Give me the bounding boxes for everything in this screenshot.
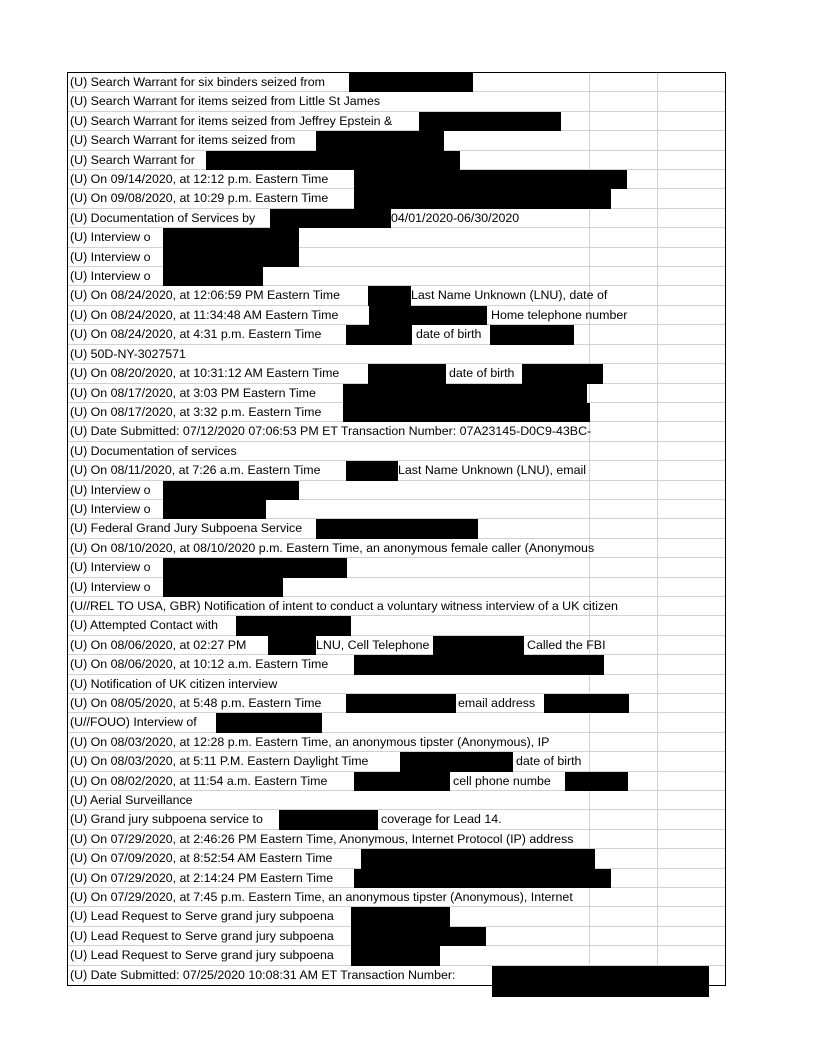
column-divider [657,325,658,343]
redaction-block [163,228,299,247]
column-divider [657,946,658,964]
cell-text: (U) On 08/11/2020, at 7:26 a.m. Eastern Time [70,463,321,478]
table-row [68,403,725,422]
cell-text: date of birth [449,366,515,381]
table-row [68,927,725,946]
cell-text: 04/01/2020-06/30/2020 [391,210,520,225]
column-divider [589,481,590,499]
cell-text: (U//REL TO USA, GBR) Notification of intent to conduct a voluntary witness interview of a UK citizen [70,598,618,613]
column-divider [657,927,658,945]
redaction-block [490,325,574,344]
cell-text: (U) On 08/20/2020, at 10:31:12 AM Eastern Time [70,366,340,381]
cell-text: (U) Aerial Surveillance [70,793,193,808]
column-divider [657,73,658,91]
table-row [68,461,725,480]
column-divider [657,578,658,596]
column-divider [657,364,658,382]
cell-text: (U) Documentation of Services by [70,210,256,225]
cell-text: (U) On 08/24/2020, at 11:34:48 AM Eastern Time [70,307,339,322]
redaction-block [419,112,561,131]
redaction-block [346,694,456,713]
redaction-block [565,772,628,791]
table-row [68,752,725,771]
table-row [68,286,725,305]
column-divider [657,539,658,557]
column-divider [657,888,658,906]
column-divider [657,131,658,149]
cell-text: (U) Grand jury subpoena service to [70,812,263,827]
redaction-block [351,946,440,965]
table-row [68,92,725,111]
redaction-block [163,500,266,519]
redaction-block [343,403,590,422]
column-divider [657,306,658,324]
column-divider [657,442,658,460]
cell-text: (U) Notification of UK citizen interview [70,676,278,691]
redaction-block [236,616,351,635]
column-divider [657,92,658,110]
redaction-block [354,655,604,674]
cell-text: (U//FOUO) Interview of [70,715,197,730]
cell-text: (U) Interview o [70,560,151,575]
table-row [68,422,725,441]
redaction-block [316,519,478,538]
cell-text: (U) On 08/24/2020, at 12:06:59 PM Eastern Time [70,288,340,303]
column-divider [589,325,590,343]
table-row [68,675,725,694]
table-row [68,209,725,228]
column-divider [589,752,590,770]
table-row [68,733,725,752]
column-divider [657,752,658,770]
cell-text: coverage for Lead 14. [381,812,502,827]
cell-text: Last Name Unknown (LNU), email [398,463,586,478]
column-divider [657,422,658,440]
column-divider [589,384,590,402]
column-divider [657,810,658,828]
table-row [68,131,725,150]
cell-text: date of birth [416,327,482,342]
cell-text: Home telephone number [491,307,628,322]
column-divider [589,888,590,906]
cell-text: (U) Lead Request to Serve grand jury subpoena [70,909,334,924]
redaction-block [163,578,283,597]
redaction-block [343,384,587,403]
cell-text: (U) On 07/29/2020, at 7:45 p.m. Eastern Time, an anonymous tipster (Anonymous), Internet [70,890,573,905]
column-divider [589,791,590,809]
cell-text: (U) Interview o [70,230,151,245]
redaction-block [351,927,486,946]
column-divider [589,345,590,363]
cell-text: (U) 50D-NY-3027571 [70,346,186,361]
table-row [68,500,725,519]
column-divider [657,733,658,751]
table-row [68,791,725,810]
column-divider [589,112,590,130]
column-divider [657,597,658,615]
redaction-block [268,636,316,655]
redaction-block [400,752,513,771]
column-divider [657,500,658,518]
redaction-block [349,73,473,92]
table-row [68,306,725,325]
cell-text: (U) Date Submitted: 07/12/2020 07:06:53 PM ET Transaction Number: 07A23145-D0C9-43BC- [70,424,592,439]
redaction-block [354,170,627,189]
table-row [68,888,725,907]
cell-text: (U) On 07/09/2020, at 8:52:54 AM Eastern Time [70,851,333,866]
column-divider [589,675,590,693]
cell-text: (U) On 08/10/2020, at 08/10/2020 p.m. Eastern Time, an anonymous female caller (Anonymous [70,540,595,555]
table-row [68,946,725,965]
column-divider [657,228,658,246]
column-divider [657,267,658,285]
table-row [68,384,725,403]
table-row [68,578,725,597]
redaction-block [354,772,450,791]
cell-text: (U) Lead Request to Serve grand jury subpoena [70,928,334,943]
column-divider [589,713,590,731]
table-row [68,636,725,655]
redaction-block [369,306,487,325]
cell-text: (U) Search Warrant for items seized from [70,133,296,148]
cell-text: (U) On 08/03/2020, at 5:11 P.M. Eastern Daylight Time [70,754,369,769]
cell-text: (U) Documentation of services [70,443,237,458]
cell-text: (U) On 08/17/2020, at 3:32 p.m. Eastern Time [70,404,322,419]
cell-text: (U) Date Submitted: 07/25/2020 10:08:31 AM ET Transaction Number: [70,967,456,982]
column-divider [589,558,590,576]
column-divider [657,170,658,188]
cell-text: (U) On 07/29/2020, at 2:46:26 PM Eastern Time, Anonymous, Internet Protocol (IP) address [70,831,574,846]
column-divider [589,907,590,925]
redaction-block [216,713,322,732]
column-divider [657,616,658,634]
cell-text: Called the FBI [527,637,606,652]
table-row [68,481,725,500]
cell-text: LNU, Cell Telephone [316,637,430,652]
table-row [68,325,725,344]
column-divider [589,151,590,169]
column-divider [589,578,590,596]
cell-text: (U) On 08/03/2020, at 12:28 p.m. Eastern Time, an anonymous tipster (Anonymous), IP [70,734,550,749]
cell-text: (U) Interview o [70,579,151,594]
column-divider [657,791,658,809]
cell-text: (U) Interview o [70,482,151,497]
table-row [68,810,725,829]
table-row [68,248,725,267]
table-row [68,558,725,577]
table-row [68,694,725,713]
cell-text: (U) Search Warrant for six binders seized from [70,75,325,89]
column-divider [589,209,590,227]
cell-text: (U) On 08/24/2020, at 4:31 p.m. Eastern Time [70,327,322,342]
table-row [68,442,725,461]
column-divider [589,733,590,751]
column-divider [657,151,658,169]
redaction-block [163,481,299,500]
table-row [68,713,725,732]
cell-text: (U) On 09/14/2020, at 12:12 p.m. Eastern Time [70,172,329,187]
cell-text: (U) On 08/17/2020, at 3:03 PM Eastern Time [70,385,316,400]
cell-text: (U) Search Warrant for [70,152,195,167]
column-divider [657,345,658,363]
column-divider [589,616,590,634]
column-divider [589,500,590,518]
table-row [68,616,725,635]
column-divider [657,558,658,576]
column-divider [657,675,658,693]
column-divider [589,946,590,964]
column-divider [657,189,658,207]
redaction-block [361,849,595,868]
column-divider [657,286,658,304]
cell-text: (U) On 08/06/2020, at 10:12 a.m. Eastern Time [70,657,329,672]
cell-text: (U) On 08/02/2020, at 11:54 a.m. Eastern Time [70,773,328,788]
column-divider [657,772,658,790]
table-row [68,869,725,888]
cell-text: (U) On 07/29/2020, at 2:14:24 PM Eastern Time [70,870,334,885]
table-row [68,267,725,286]
cell-text: (U) On 09/08/2020, at 10:29 p.m. Eastern Time [70,191,329,206]
column-divider [589,92,590,110]
redaction-block [346,461,398,480]
redaction-block [163,267,263,286]
column-divider [657,713,658,731]
column-divider [589,73,590,91]
table-row [68,849,725,868]
cell-text: (U) Interview o [70,269,151,284]
cell-text: Last Name Unknown (LNU), date of [411,288,608,303]
column-divider [657,519,658,537]
cell-text: email address [458,696,536,710]
column-divider [657,869,658,887]
table-row [68,170,725,189]
redaction-block [316,131,444,150]
redaction-block [368,286,411,305]
table-row [68,189,725,208]
column-divider [589,248,590,266]
redaction-block [270,209,391,228]
redaction-block [354,869,611,888]
document-table [67,72,726,986]
redaction-block [368,364,446,383]
column-divider [657,849,658,867]
cell-text: date of birth [516,754,582,769]
table-row [68,519,725,538]
cell-text: (U) Lead Request to Serve grand jury subpoena [70,948,334,963]
table-row [68,112,725,131]
column-divider [589,927,590,945]
cell-text: (U) Federal Grand Jury Subpoena Service [70,521,303,536]
table-row [68,364,725,383]
column-divider [657,209,658,227]
cell-text: (U) On 08/06/2020, at 02:27 PM [70,637,247,652]
table-row [68,151,725,170]
table-row [68,907,725,926]
redaction-block [163,248,299,267]
column-divider [657,248,658,266]
column-divider [657,384,658,402]
table-row [68,73,725,92]
column-divider [589,519,590,537]
column-divider [589,830,590,848]
redaction-block [433,636,524,655]
column-divider [657,461,658,479]
redaction-block [351,907,450,926]
table-row [68,539,725,558]
column-divider [657,830,658,848]
column-divider [657,403,658,421]
cell-text: (U) Search Warrant for items seized from Jeffrey Epstein & [70,113,393,128]
table-row [68,345,725,364]
table-row [68,228,725,247]
redaction-block [492,966,709,997]
redaction-block [279,810,378,829]
table-row [68,772,725,791]
column-divider [657,112,658,130]
column-divider [657,481,658,499]
cell-text: (U) On 08/05/2020, at 5:48 p.m. Eastern Time [70,696,322,710]
column-divider [657,636,658,654]
redaction-block [346,325,412,344]
column-divider [589,461,590,479]
column-divider [589,131,590,149]
column-divider [589,228,590,246]
cell-text: (U) Search Warrant for items seized from Little St James [70,94,381,109]
redaction-block [544,694,629,713]
column-divider [589,442,590,460]
table-row [68,597,725,616]
column-divider [657,694,658,712]
column-divider [657,655,658,673]
column-divider [589,267,590,285]
table-row [68,655,725,674]
redaction-block [163,558,347,577]
redaction-block [206,151,460,170]
redaction-block [354,189,611,208]
column-divider [657,907,658,925]
table-row [68,830,725,849]
cell-text: cell phone numbe [453,773,551,788]
table-row [68,966,725,985]
column-divider [589,810,590,828]
cell-text: (U) Interview o [70,501,151,516]
cell-text: (U) Interview o [70,249,151,264]
cell-text: (U) Attempted Contact with [70,618,219,633]
redaction-block [522,364,603,383]
